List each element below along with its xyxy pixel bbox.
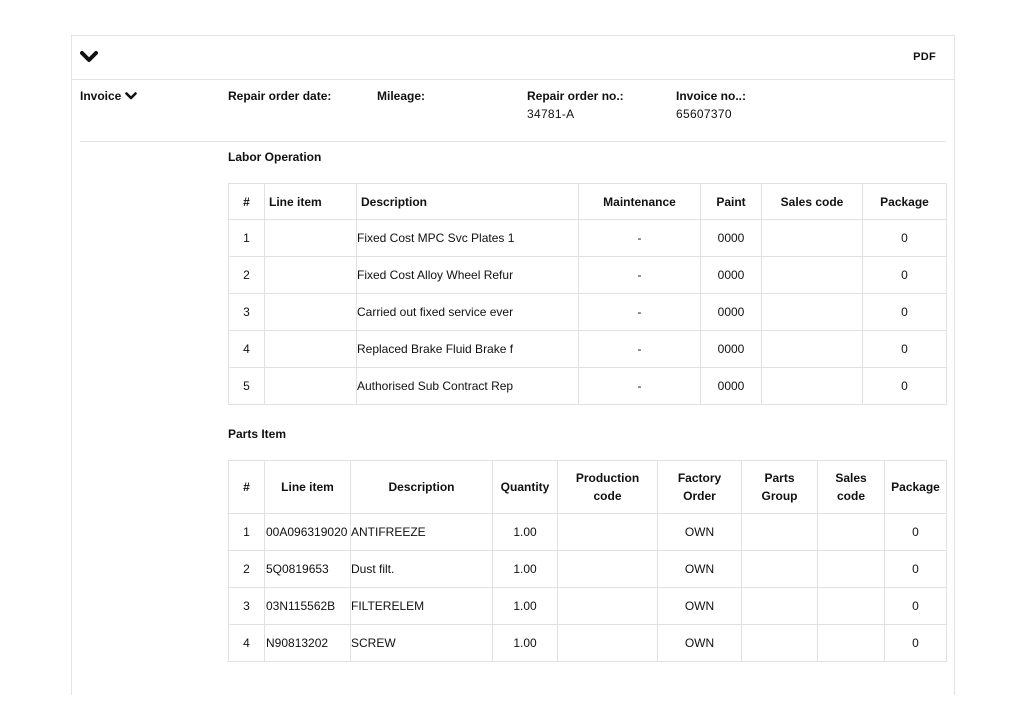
parts-col-factory-order: Factory Order [658,461,742,514]
sales-code [762,294,863,331]
sales-code [818,514,885,551]
line-item: 5Q0819653 [265,551,351,588]
row-number: 1 [229,514,265,551]
maintenance: - [579,257,701,294]
factory-order: OWN [658,514,742,551]
panel-header [72,36,954,80]
parts-item-table [228,460,947,662]
paint: 0000 [701,257,762,294]
maintenance: - [579,294,701,331]
labor-col-number: # [229,184,265,220]
table-row [229,625,947,662]
factory-order: OWN [658,588,742,625]
repair-order-no-value: 34781-A [527,107,575,121]
labor-col-line-item: Line item [265,184,357,220]
invoice-section-label: Invoice [80,89,122,103]
line-item [265,220,357,257]
sales-code [762,331,863,368]
line-item: 00A096319020 [265,514,351,551]
labor-col-description: Description [357,184,579,220]
description: Fixed Cost MPC Svc Plates 1 [357,220,579,257]
parts-col-sales-code: Sales code [818,461,885,514]
description: Carried out fixed service ever [357,294,579,331]
production-code [558,551,658,588]
invoice-no-value: 65607370 [676,107,732,121]
description: Fixed Cost Alloy Wheel Refur [357,257,579,294]
repair-order-date-label: Repair order date: [228,89,332,103]
parts-group [742,625,818,662]
invoice-panel [71,35,955,695]
sales-code [818,551,885,588]
invoice-no-label: Invoice no..: [676,89,747,103]
table-row [229,368,947,405]
quantity: 1.00 [493,588,558,625]
parts-group [742,588,818,625]
production-code [558,514,658,551]
description: SCREW [351,625,493,662]
production-code [558,588,658,625]
package: 0 [885,551,947,588]
row-number: 3 [229,294,265,331]
labor-col-maintenance: Maintenance [579,184,701,220]
sales-code [762,220,863,257]
sales-code [762,257,863,294]
row-number: 5 [229,368,265,405]
labor-header-row [229,184,947,220]
package: 0 [885,625,947,662]
description: ANTIFREEZE [351,514,493,551]
line-item [265,331,357,368]
parts-col-line-item: Line item [265,461,351,514]
parts-col-number: # [229,461,265,514]
paint: 0000 [701,331,762,368]
invoice-section-toggle[interactable] [80,89,137,103]
maintenance: - [579,220,701,257]
chevron-down-icon [125,91,137,101]
package: 0 [863,257,947,294]
table-row [229,257,947,294]
parts-group [742,514,818,551]
parts-col-production-code: Production code [558,461,658,514]
paint: 0000 [701,368,762,405]
line-item: N90813202 [265,625,351,662]
package: 0 [885,588,947,625]
maintenance: - [579,368,701,405]
parts-col-description: Description [351,461,493,514]
package: 0 [885,514,947,551]
repair-order-no-label: Repair order no.: [527,89,624,103]
line-item [265,294,357,331]
row-number: 4 [229,331,265,368]
quantity: 1.00 [493,514,558,551]
package: 0 [863,220,947,257]
row-number: 2 [229,551,265,588]
factory-order: OWN [658,625,742,662]
description: Authorised Sub Contract Rep [357,368,579,405]
production-code [558,625,658,662]
row-number: 4 [229,625,265,662]
parts-col-parts-group: Parts Group [742,461,818,514]
labor-operation-table [228,183,947,405]
sales-code [818,588,885,625]
row-number: 3 [229,588,265,625]
parts-header-row [229,461,947,514]
labor-col-sales-code: Sales code [762,184,863,220]
quantity: 1.00 [493,551,558,588]
paint: 0000 [701,220,762,257]
parts-col-package: Package [885,461,947,514]
package: 0 [863,331,947,368]
line-item [265,257,357,294]
factory-order: OWN [658,551,742,588]
table-row [229,294,947,331]
labor-operation-title: Labor Operation [228,150,322,164]
collapse-chevron-icon[interactable] [80,49,98,65]
line-item: 03N115562B [265,588,351,625]
maintenance: - [579,331,701,368]
description: Dust filt. [351,551,493,588]
sales-code [818,625,885,662]
row-number: 2 [229,257,265,294]
sales-code [762,368,863,405]
description: FILTERELEM [351,588,493,625]
mileage-label: Mileage: [377,89,426,103]
row-number: 1 [229,220,265,257]
section-divider [80,141,946,142]
labor-col-paint: Paint [701,184,762,220]
parts-group [742,551,818,588]
parts-item-title: Parts Item [228,427,287,441]
pdf-button[interactable]: PDF [913,51,936,63]
package: 0 [863,294,947,331]
quantity: 1.00 [493,625,558,662]
line-item [265,368,357,405]
table-row [229,331,947,368]
package: 0 [863,368,947,405]
table-row [229,514,947,551]
labor-col-package: Package [863,184,947,220]
table-row [229,551,947,588]
parts-col-quantity: Quantity [493,461,558,514]
paint: 0000 [701,294,762,331]
description: Replaced Brake Fluid Brake f [357,331,579,368]
table-row [229,588,947,625]
table-row [229,220,947,257]
